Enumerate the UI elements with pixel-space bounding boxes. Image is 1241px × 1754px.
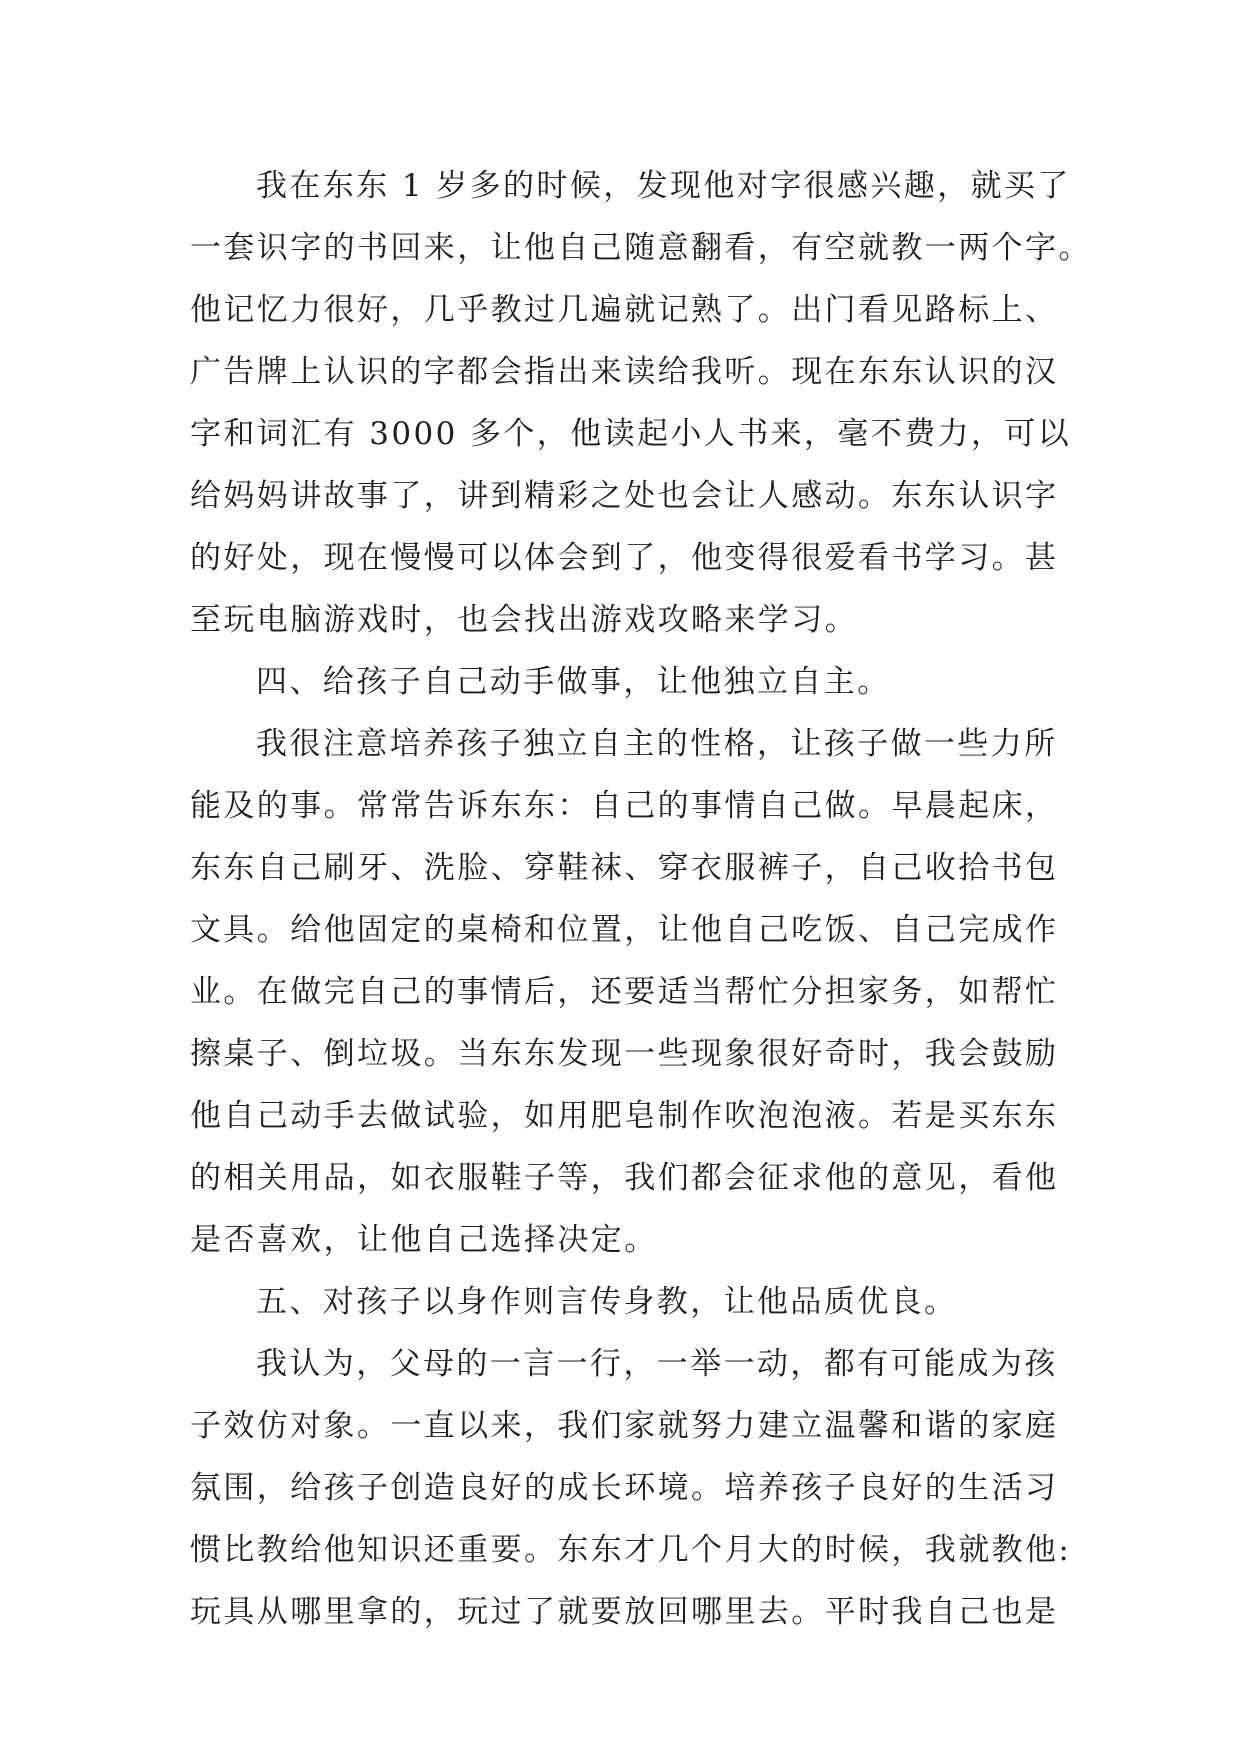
text-line: 擦桌子、倒垃圾。当东东发现一些现象很好奇时，我会鼓励 [190, 1036, 1059, 1072]
text-line: 是否喜欢，让他自己选择决定。 [190, 1222, 658, 1258]
text-line: 业。在做完自己的事情后，还要适当帮忙分担家务，如帮忙 [190, 974, 1059, 1010]
text-line: 文具。给他固定的桌椅和位置，让他自己吃饭、自己完成作 [190, 912, 1059, 948]
text-line: 五、对孩子以身作则言传身教，让他品质优良。 [256, 1284, 958, 1320]
text-line: 我在东东 1 岁多的时候，发现他对字很感兴趣，就买了 [256, 168, 1071, 204]
text-line: 我很注意培养孩子独立自主的性格，让孩子做一些力所 [256, 726, 1058, 762]
text-line: 我认为，父母的一言一行，一举一动，都有可能成为孩 [256, 1346, 1058, 1382]
text-line: 一套识字的书回来，让他自己随意翻看，有空就教一两个字。 [190, 230, 1092, 266]
text-line: 给妈妈讲故事了，讲到精彩之处也会让人感动。东东认识字 [190, 478, 1059, 514]
text-line: 氛围，给孩子创造良好的成长环境。培养孩子良好的生活习 [190, 1470, 1059, 1506]
text-line: 至玩电脑游戏时，也会找出游戏攻略来学习。 [190, 602, 858, 638]
text-line: 的相关用品，如衣服鞋子等，我们都会征求他的意见，看他 [190, 1160, 1059, 1196]
text-line: 玩具从哪里拿的，玩过了就要放回哪里去。平时我自己也是 [190, 1594, 1059, 1630]
text-line: 四、给孩子自己动手做事，让他独立自主。 [256, 664, 891, 700]
text-line: 能及的事。常常告诉东东：自己的事情自己做。早晨起床， [190, 788, 1059, 824]
text-line: 的好处，现在慢慢可以体会到了，他变得很爱看书学习。甚 [190, 540, 1059, 576]
text-line: 广告牌上认识的字都会指出来读给我听。现在东东认识的汉 [190, 354, 1059, 390]
text-line: 他记忆力很好，几乎教过几遍就记熟了。出门看见路标上、 [190, 292, 1059, 328]
document-body [190, 155, 1092, 1643]
text-line: 惯比教给他知识还重要。东东才几个月大的时候，我就教他: [190, 1532, 1072, 1568]
text-line: 东东自己刷牙、洗脸、穿鞋袜、穿衣服裤子，自己收拾书包 [190, 850, 1059, 886]
text-line: 子效仿对象。一直以来，我们家就努力建立温馨和谐的家庭 [190, 1408, 1059, 1444]
text-line: 他自己动手去做试验，如用肥皂制作吹泡泡液。若是买东东 [190, 1098, 1059, 1134]
text-line: 字和词汇有 3000 多个，他读起小人书来，毫不费力，可以 [190, 416, 1072, 452]
